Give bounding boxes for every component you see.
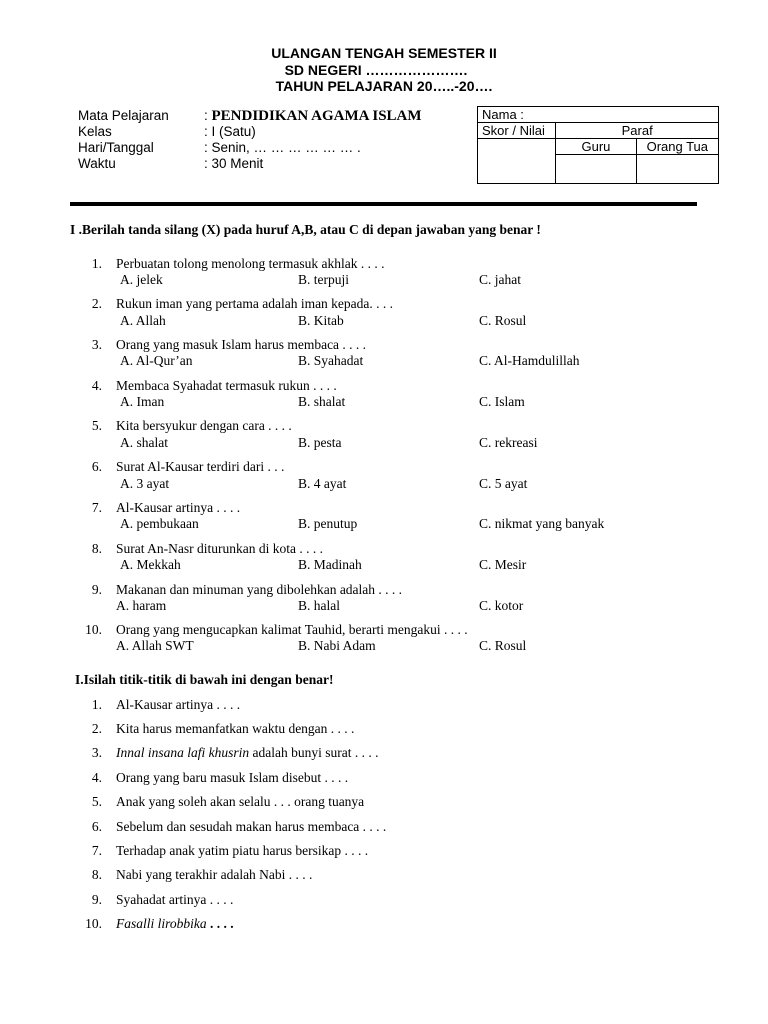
- parent-signature-cell[interactable]: [636, 155, 718, 184]
- option-c[interactable]: C. Mesir: [479, 557, 527, 572]
- option-b[interactable]: B. Madinah: [298, 557, 362, 572]
- arabic-phrase: Innal insana lafi khusrin: [116, 745, 250, 760]
- option-b[interactable]: B. pesta: [298, 435, 342, 450]
- question-text: Surat Al-Kausar terdiri dari . . .: [116, 459, 285, 474]
- item-number: 10.: [85, 916, 102, 931]
- option-a[interactable]: A. Mekkah: [120, 557, 181, 572]
- item-number: 7.: [91, 843, 102, 858]
- item-number: 5.: [91, 794, 102, 809]
- item-number: 2.: [91, 721, 102, 736]
- option-a[interactable]: A. Allah SWT: [116, 638, 194, 653]
- info-value: : I (Satu): [204, 124, 256, 139]
- info-label: Mata Pelajaran: [78, 108, 169, 123]
- teacher-label: Guru: [556, 139, 636, 155]
- option-a[interactable]: A. haram: [116, 598, 167, 613]
- score-box: [477, 106, 719, 184]
- option-a[interactable]: A. 3 ayat: [120, 476, 170, 491]
- header-divider: [70, 202, 697, 206]
- item-number: 4.: [91, 770, 102, 785]
- question-number: 1.: [91, 256, 102, 271]
- option-c[interactable]: C. Rosul: [479, 313, 527, 328]
- info-label: Hari/Tanggal: [78, 140, 154, 155]
- item-text: Kita harus memanfatkan waktu dengan . . . .: [116, 721, 355, 736]
- teacher-signature-cell[interactable]: [556, 155, 636, 184]
- school-year: TAHUN PELAJARAN 20…..-20….: [275, 78, 493, 94]
- score-cell[interactable]: [478, 139, 556, 184]
- info-label: Kelas: [78, 124, 112, 139]
- option-c[interactable]: C. nikmat yang banyak: [479, 516, 605, 531]
- item-text: Anak yang soleh akan selalu . . . orang tuanya: [116, 794, 365, 809]
- item-text: Fasalli lirobbika . . . .: [116, 916, 234, 931]
- question-text: Perbuatan tolong menolong termasuk akhlak . . . .: [116, 256, 385, 271]
- option-b[interactable]: B. Syahadat: [298, 353, 364, 368]
- option-c[interactable]: C. kotor: [479, 598, 524, 613]
- question-number: 8.: [91, 541, 102, 556]
- question-text: Rukun iman yang pertama adalah iman kepada. . . .: [116, 296, 394, 311]
- item-text: Al-Kausar artinya . . . .: [116, 697, 241, 712]
- section2-heading: I.Isilah titik-titik di bawah ini dengan benar!: [75, 672, 334, 687]
- question-text: Kita bersyukur dengan cara . . . .: [116, 418, 292, 433]
- item-number: 6.: [91, 819, 102, 834]
- question-text: Membaca Syahadat termasuk rukun . . . .: [116, 378, 337, 393]
- question-text: Orang yang masuk Islam harus membaca . . . .: [116, 337, 367, 352]
- question-number: 7.: [91, 500, 102, 515]
- question-number: 3.: [91, 337, 102, 352]
- item-number: 8.: [91, 867, 102, 882]
- item-number: 3.: [91, 745, 102, 760]
- item-text: Nabi yang terakhir adalah Nabi . . . .: [116, 867, 313, 882]
- exam-title: ULANGAN TENGAH SEMESTER II: [271, 45, 497, 61]
- item-number: 9.: [91, 892, 102, 907]
- question-text: Surat An-Nasr diturunkan di kota . . . .: [116, 541, 323, 556]
- option-b[interactable]: B. Nabi Adam: [298, 638, 376, 653]
- info-label: Waktu: [78, 156, 116, 171]
- option-b[interactable]: B. halal: [298, 598, 340, 613]
- question-text: Makanan dan minuman yang dibolehkan adalah . . . .: [116, 582, 403, 597]
- info-value: : Senin, … … … … … … .: [204, 140, 361, 155]
- question-number: 4.: [91, 378, 102, 393]
- option-b[interactable]: B. penutup: [298, 516, 358, 531]
- option-c[interactable]: C. Al-Hamdulillah: [479, 353, 580, 368]
- option-a[interactable]: A. shalat: [120, 435, 168, 450]
- item-text: Terhadap anak yatim piatu harus bersikap . . . .: [116, 843, 369, 858]
- parent-label: Orang Tua: [636, 139, 718, 155]
- option-c[interactable]: C. rekreasi: [479, 435, 538, 450]
- info-value: : 30 Menit: [204, 156, 264, 171]
- option-c[interactable]: C. 5 ayat: [479, 476, 528, 491]
- option-c[interactable]: C. jahat: [479, 272, 521, 287]
- option-b[interactable]: B. shalat: [298, 394, 346, 409]
- option-a[interactable]: A. Iman: [120, 394, 165, 409]
- section1-heading: I .Berilah tanda silang (X) pada huruf A,B, atau C di depan jawaban yang benar !: [70, 222, 541, 237]
- item-text: Innal insana lafi khusrin adalah bunyi surat . . . .: [116, 745, 379, 760]
- question-text: Orang yang mengucapkan kalimat Tauhid, berarti mengakui . . . .: [116, 622, 468, 637]
- option-a[interactable]: A. Al-Qur’an: [120, 353, 193, 368]
- option-a[interactable]: A. Allah: [120, 313, 166, 328]
- score-label: Skor / Nilai: [478, 123, 556, 139]
- item-number: 1.: [91, 697, 102, 712]
- signature-label: Paraf: [556, 123, 719, 139]
- question-number: 9.: [91, 582, 102, 597]
- option-a[interactable]: A. jelek: [120, 272, 163, 287]
- option-a[interactable]: A. pembukaan: [120, 516, 199, 531]
- question-number: 2.: [91, 296, 102, 311]
- option-c[interactable]: C. Rosul: [479, 638, 527, 653]
- subject-name: PENDIDIKAN AGAMA ISLAM: [211, 108, 422, 124]
- school-name: SD NEGERI ………………….: [284, 62, 468, 78]
- item-text: Orang yang baru masuk Islam disebut . . . .: [116, 770, 349, 785]
- info-value: : PENDIDIKAN AGAMA ISLAM: [204, 108, 422, 124]
- question-number: 5.: [91, 418, 102, 433]
- item-text: Sebelum dan sesudah makan harus membaca . . . .: [116, 819, 387, 834]
- arabic-phrase: Fasalli lirobbika: [116, 916, 207, 931]
- item-text: Syahadat artinya . . . .: [116, 892, 234, 907]
- question-text: Al-Kausar artinya . . . .: [116, 500, 241, 515]
- option-b[interactable]: B. 4 ayat: [298, 476, 347, 491]
- question-number: 6.: [91, 459, 102, 474]
- name-field[interactable]: Nama :: [478, 107, 719, 123]
- option-b[interactable]: B. Kitab: [298, 313, 344, 328]
- option-b[interactable]: B. terpuji: [298, 272, 349, 287]
- option-c[interactable]: C. Islam: [479, 394, 525, 409]
- question-number: 10.: [85, 622, 102, 637]
